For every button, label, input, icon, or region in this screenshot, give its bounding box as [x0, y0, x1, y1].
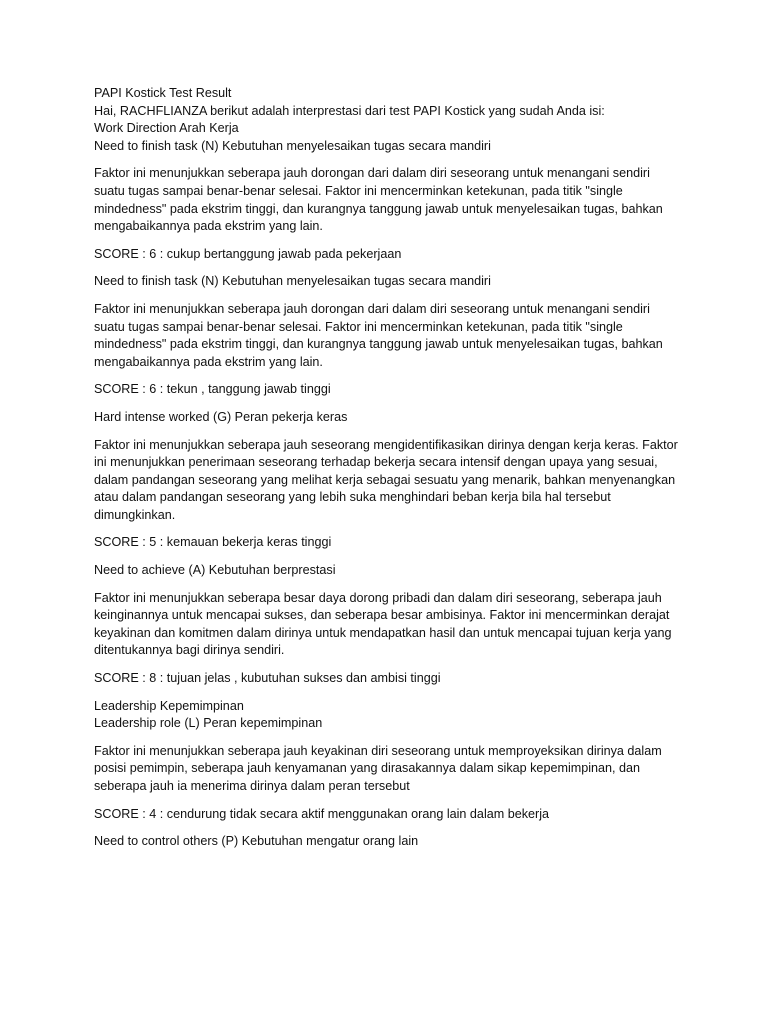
- greeting-text: Hai, RACHFLIANZA berikut adalah interprestasi dari test PAPI Kostick yang sudah Anda isi:: [94, 103, 605, 118]
- factor-heading: Leadership role (L) Peran kepemimpinan: [94, 716, 323, 731]
- factor-heading: Need to finish task (N) Kebutuhan menyelesaikan tugas secara mandiri: [94, 274, 491, 289]
- factor-item: [94, 715, 684, 823]
- document-page: [94, 85, 684, 861]
- factor-score: SCORE : 6 : cukup bertanggung jawab pada pekerjaan: [94, 246, 402, 261]
- factor-description: Faktor ini menunjukkan seberapa besar daya dorong pribadi dan dalam diri seseorang, seberapa jauh keinginannya untuk mencapai sukses, dan seberapa besar ambisinya. Faktor ini mencerminkan derajat keyakinan dan komitmen dalam dirinya untuk mendapatkan hasil dan untuk mencapai tujuan kerja yang ditentukannya bagi dirinya sendiri.: [94, 590, 672, 658]
- factor-score: SCORE : 5 : kemauan bekerja keras tinggi: [94, 535, 332, 550]
- factor-description: Faktor ini menunjukkan seberapa jauh dorongan dari dalam diri seseorang untuk menangani sendiri suatu tugas sampai benar-benar selesai. Faktor ini mencerminkan ketekunan, pada titik "single mindedness" pada ekstrim tinggi, dan kurangnya tanggung jawab untuk menyelesaikan tugas, bahkan mengabaikannya pada ekstrim yang lain.: [94, 301, 663, 369]
- factor-score: SCORE : 4 : cendurung tidak secara aktif menggunakan orang lain dalam bekerja: [94, 806, 550, 821]
- factor-description: Faktor ini menunjukkan seberapa jauh seseorang mengidentifikasikan dirinya dengan kerja keras. Faktor ini menunjukkan penerimaan seseorang terhadap bekerja secara intensif dengan upaya yang sesuai, dalam pandangan seseorang yang melihat kerja sebagai sesuatu yang menarik, bahkan menyenangkan atau dalam pandangan seseorang yang lebih suka menghindari beban kerja bila hal tersebut dimungkinkan.: [94, 437, 678, 522]
- document-title: PAPI Kostick Test Result: [94, 86, 232, 100]
- factor-item: [94, 273, 684, 399]
- factor-score: SCORE : 8 : tujuan jelas , kubutuhan sukses dan ambisi tinggi: [94, 671, 441, 686]
- factor-description: Faktor ini menunjukkan seberapa jauh dorongan dari dalam diri seseorang untuk menangani sendiri suatu tugas sampai benar-benar selesai. Faktor ini mencerminkan ketekunan, pada titik "single mindedness" pada ekstrim tinggi, dan kurangnya tanggung jawab untuk menyelesaikan tugas, bahkan mengabaikannya pada ekstrim yang lain.: [94, 166, 663, 234]
- factor-item: [94, 833, 684, 851]
- section-title-work-direction: Work Direction Arah Kerja: [94, 121, 239, 136]
- factor-heading: Need to finish task (N) Kebutuhan menyelesaikan tugas secara mandiri: [94, 138, 491, 153]
- section-title-leadership: Leadership Kepemimpinan: [94, 698, 244, 713]
- factor-item: [94, 409, 684, 552]
- factor-heading: Need to achieve (A) Kebutuhan berprestasi: [94, 563, 336, 578]
- factor-description: Faktor ini menunjukkan seberapa jauh keyakinan diri seseorang untuk memproyeksikan dirinya dalam posisi pemimpin, seberapa jauh kenyamanan yang dirasakannya dalam sikap kepemimpinan, dan seberapa jauh ia menerima dirinya dalam peran tersebut: [94, 743, 662, 793]
- factor-item: [94, 138, 684, 264]
- factor-item: [94, 562, 684, 688]
- factor-score: SCORE : 6 : tekun , tanggung jawab tinggi: [94, 382, 331, 397]
- factor-heading: Need to control others (P) Kebutuhan mengatur orang lain: [94, 834, 419, 849]
- factor-heading: Hard intense worked (G) Peran pekerja keras: [94, 409, 348, 424]
